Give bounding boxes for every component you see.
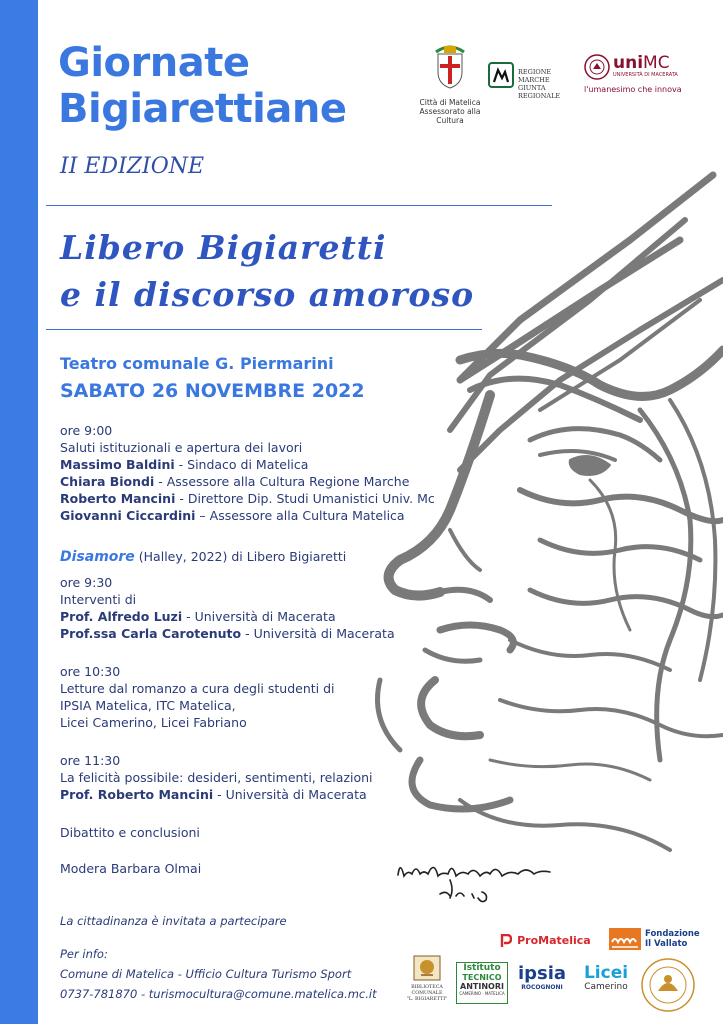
itc-antinori-logo — [456, 962, 508, 1004]
regione-marche-icon — [488, 62, 514, 88]
moderator-text: Modera Barbara Olmai — [60, 861, 202, 876]
invitation-text: La cittadinanza è invitata a partecipare — [60, 914, 287, 928]
event-title — [58, 40, 346, 132]
edition-label: II EDIZIONE — [60, 154, 205, 179]
unimc-name-bold: uni — [613, 53, 644, 73]
letture-line3: Licei Camerino, Licei Fabriano — [60, 715, 247, 730]
bigiaretti-signature — [390, 850, 560, 910]
licei-camerino-logo — [578, 964, 634, 993]
opening-text: Saluti istituzionali e apertura dei lavori — [60, 440, 303, 455]
event-title-line1: Giornate — [58, 40, 250, 86]
ipsia-text2: ROCOGNONI — [521, 984, 563, 991]
fondazione-vallato-logo — [609, 926, 709, 952]
side-accent-bar — [0, 0, 38, 1024]
book-title: Disamore — [60, 549, 135, 565]
book-info: (Halley, 2022) di Libero Bigiaretti — [134, 549, 347, 564]
fondazione-text1: Fondazione — [645, 929, 700, 939]
licei-text2: Camerino — [584, 982, 628, 992]
subtitle-line2: e il discorso amoroso — [60, 275, 475, 314]
biblioteca-icon — [413, 955, 441, 981]
unimc-seal-icon — [584, 54, 610, 80]
event-date: SABATO 26 NOVEMBRE 2022 — [60, 380, 365, 402]
subtitle-line1: Libero Bigiaretti — [60, 228, 387, 267]
matelica-logo-text1: Città di Matelica — [419, 98, 481, 107]
fondazione-icon — [609, 928, 641, 950]
interventi-label: Interventi di — [60, 592, 137, 607]
regione-marche-logo — [488, 60, 578, 100]
speaker-row: Chiara Biondi - Assessore alla Cultura Regione Marche — [60, 474, 410, 489]
time-slot-4: ore 11:30 — [60, 753, 121, 768]
letture-line1: Letture dal romanzo a cura degli studenti di — [60, 681, 335, 696]
speaker-row: Giovanni Ciccardini – Assessore alla Cultura Matelica — [60, 508, 405, 523]
unimc-tagline: l'umanesimo che innova — [584, 85, 682, 94]
info-label: Per info: — [60, 947, 108, 961]
ipsia-logo — [516, 964, 568, 992]
itc-text4: CAMERINO · MATELICA — [459, 991, 505, 996]
letture-line2: IPSIA Matelica, ITC Matelica, — [60, 698, 236, 713]
speaker-row: Prof. Roberto Mancini - Università di Macerata — [60, 787, 367, 802]
matelica-logo — [405, 44, 495, 125]
itc-text1: Istituto — [463, 963, 501, 973]
time-slot-1: ore 9:00 — [60, 423, 113, 438]
biblioteca-text1: BIBLIOTECA — [411, 985, 443, 990]
dibattito-text: Dibattito e conclusioni — [60, 825, 200, 840]
program-block-2 — [60, 574, 395, 642]
felicita-text: La felicità possibile: desideri, sentimenti, relazioni — [60, 770, 373, 785]
licei-text1: Licei — [583, 963, 629, 983]
time-slot-2: ore 9:30 — [60, 575, 113, 590]
program-block-4 — [60, 752, 373, 803]
fondazione-text2: Il Vallato — [645, 939, 688, 949]
book-line — [60, 548, 346, 566]
ipsia-text1: ipsia — [517, 963, 567, 984]
biblioteca-text2: COMUNALE — [411, 991, 443, 996]
unimc-logo — [582, 54, 692, 98]
program-block-1 — [60, 422, 435, 524]
speaker-row: Massimo Baldini - Sindaco di Matelica — [60, 457, 309, 472]
marche-text2: GIUNTA REGIONALE — [518, 84, 561, 100]
promatelica-logo — [500, 930, 591, 950]
info-office: Comune di Matelica - Ufficio Cultura Turismo Sport — [60, 967, 352, 981]
promatelica-icon — [500, 934, 512, 948]
matelica-logo-text2: Assessorato alla Cultura — [419, 107, 481, 125]
program-block-3 — [60, 663, 335, 731]
speaker-row: Prof.ssa Carla Carotenuto - Università di Macerata — [60, 626, 395, 641]
event-title-line2: Bigiarettiane — [58, 86, 347, 132]
unimc-subtitle: UNIVERSITÀ DI MACERATA — [613, 72, 678, 78]
biblioteca-logo — [405, 955, 449, 1003]
speaker-row: Roberto Mancini - Direttore Dip. Studi Umanistici Univ. Mc — [60, 491, 435, 506]
matelica-crest-icon — [430, 44, 470, 92]
speaker-row: Prof. Alfredo Luzi - Università di Macerata — [60, 609, 336, 624]
info-block — [60, 944, 377, 1004]
liceo-fabriano-seal-icon — [640, 957, 696, 1013]
itc-text3: ANTINORI — [460, 982, 504, 991]
marche-text1: REGIONE MARCHE — [518, 68, 552, 84]
unimc-name-light: MC — [643, 53, 670, 73]
itc-text2: TECNICO — [462, 973, 502, 982]
venue-label: Teatro comunale G. Piermarini — [60, 354, 334, 373]
info-contact: 0737-781870 - turismocultura@comune.matelica.mc.it — [60, 987, 377, 1001]
promatelica-text: ProMatelica — [517, 934, 591, 947]
biblioteca-text3: "L. BIGIARETTI" — [406, 997, 448, 1002]
time-slot-3: ore 10:30 — [60, 664, 121, 679]
